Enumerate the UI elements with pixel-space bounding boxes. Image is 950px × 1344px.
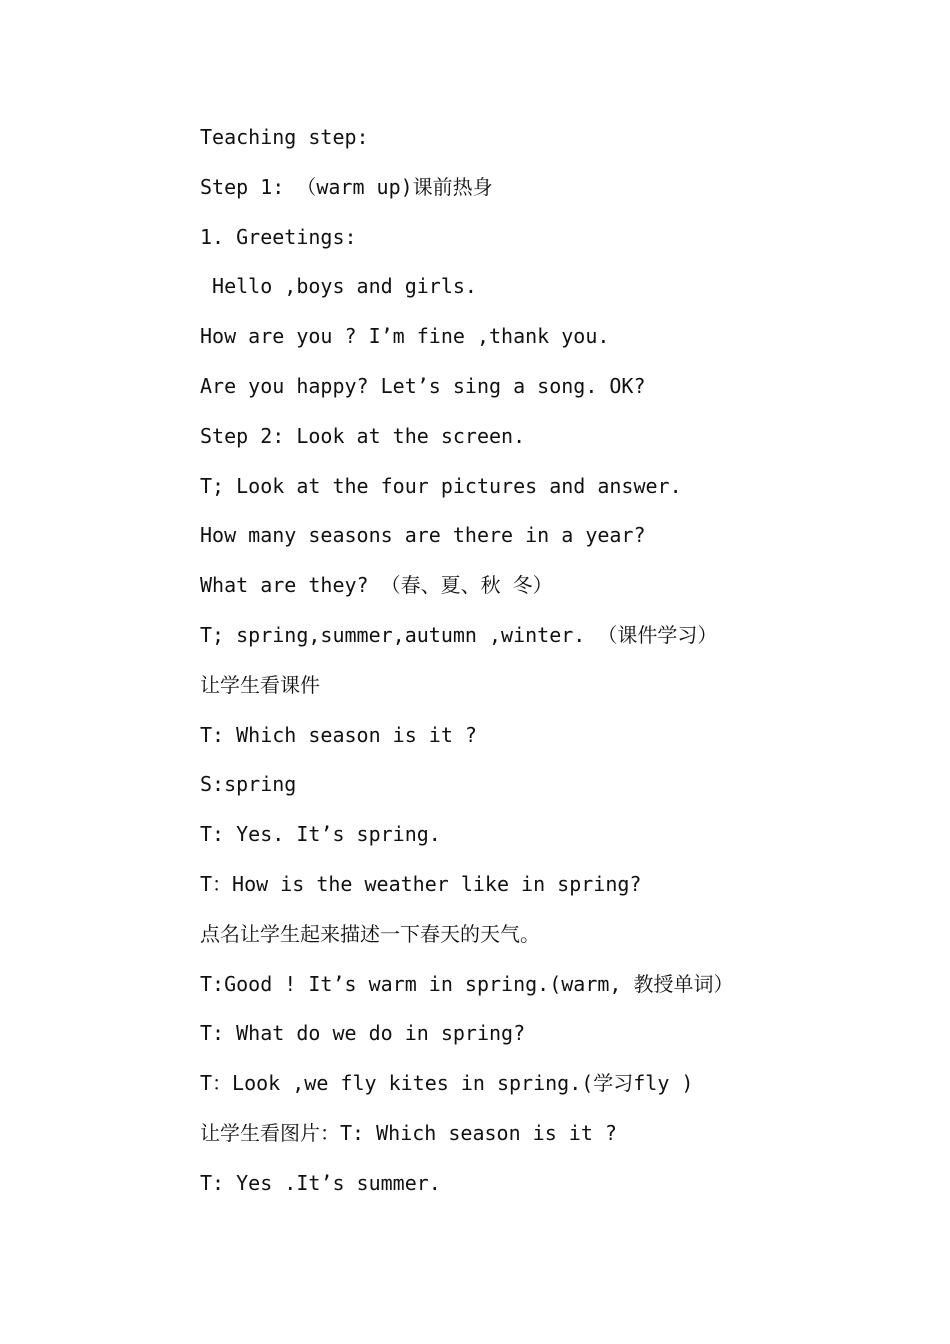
text-line-season-names: T; spring,summer,autumn ,winter. （课件学习）	[200, 622, 718, 647]
text-line-how-are-you: How are you ? I’m fine ,thank you.	[200, 324, 610, 349]
text-line-its-spring: T: Yes. It’s spring.	[200, 822, 441, 847]
text-line-warm-in-spring: T:Good ! It’s warm in spring.(warm, 教授单词）	[200, 971, 734, 996]
text-line-what-are-they: What are they? （春、夏、秋 冬）	[200, 573, 553, 598]
text-line-greetings: 1. Greetings:	[200, 224, 357, 249]
text-line-four-pictures: T; Look at the four pictures and answer.	[200, 473, 682, 498]
text-line-weather-question: T：How is the weather like in spring?	[200, 871, 642, 896]
text-line-what-do-we-do: T: What do we do in spring?	[200, 1021, 526, 1046]
text-line-its-summer: T: Yes .It’s summer.	[200, 1170, 441, 1195]
text-line-step-1: Step 1: （warm up)课前热身	[200, 174, 493, 199]
text-line-how-many-seasons: How many seasons are there in a year?	[200, 523, 646, 548]
text-line-step-2: Step 2: Look at the screen.	[200, 423, 526, 448]
text-line-fly-kites: T：Look ,we fly kites in spring.(学习fly )	[200, 1071, 694, 1096]
text-line-are-you-happy: Are you happy? Let’s sing a song. OK?	[200, 373, 646, 398]
text-line-describe-weather: 点名让学生起来描述一下春天的天气。	[200, 921, 540, 946]
text-line-teaching-step: Teaching step:	[200, 125, 369, 149]
text-line-student-spring: S:spring	[200, 772, 297, 797]
text-line-courseware: 让学生看课件	[200, 672, 320, 697]
lesson-text	[200, 120, 900, 1216]
text-line-which-season-2: 让学生看图片：T: Which season is it ?	[200, 1120, 617, 1145]
text-line-which-season-1: T: Which season is it ?	[200, 722, 477, 747]
text-line-hello: Hello ,boys and girls.	[200, 274, 477, 299]
